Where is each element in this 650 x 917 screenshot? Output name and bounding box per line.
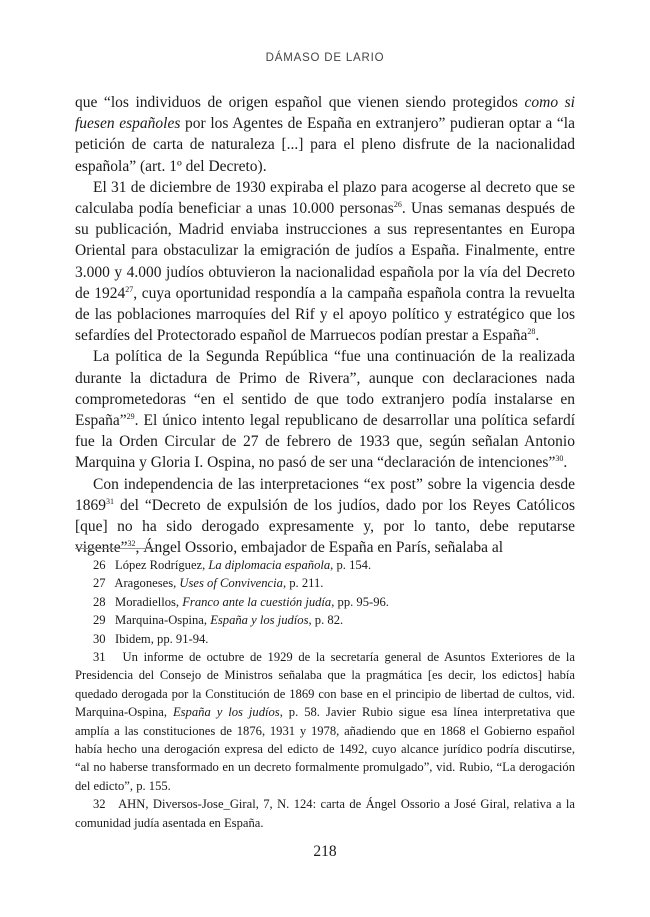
footnote-ref: 29 [126, 411, 135, 421]
footnotes [75, 556, 575, 832]
footnote: 26 López Rodríguez, La diplomacia española, p. 154. [93, 558, 372, 572]
footnote-ref: 26 [393, 199, 402, 209]
footnote-ref: 30 [555, 454, 564, 464]
footnote: 30 Ibidem, pp. 91-94. [93, 631, 209, 646]
footnote-divider [75, 548, 155, 549]
paragraph: La política de la Segunda República “fue una continuación de la realizada durante la dictadura de Primo de Rivera”, aunque con declaraciones nada comprometedoras “en el sentido de que todo extranjero podía instalarse en España”$^{29}$. El único intento legal republicano de desarrollar una política sefardí fue la Orden Circular de 27 de febrero de 1933 que, según señalan Antonio Marquina y Gloria I. Ospina, no pasó de ser una “declaración de intenciones”$^{30}$. [75, 348, 575, 472]
page-number: 218 [313, 843, 337, 860]
paragraph: El 31 de diciembre de 1930 expiraba el plazo para acogerse al decreto que se calculaba podía beneficiar a unas 10.000 personas$^{26}$. Unas semanas después de su publicación, Madrid enviaba instrucciones a sus representantes en Europa Oriental para obstaculizar la emigración de judíos a España. Finalmente, entre 3.000 y 4.000 judíos obtuvieron la nacionalidad española por la vía del Decreto de 1924$^{27}$, cuya oportunidad respondía a la campaña española contra la revuelta de las poblaciones marroquíes del Rif y el apoyo político y estratégico que los sefardíes del Protectorado español de Marruecos podían prestar a España$^{28}$. [75, 178, 575, 345]
running-head: DÁMASO DE LARIO [265, 52, 385, 64]
footnote: 29 Marquina-Ospina, España y los judíos, p. 82. [93, 613, 344, 628]
footnote: 27 Aragoneses, Uses of Convivencia, p. 211. [93, 576, 324, 591]
footnote-ref: 27 [125, 284, 134, 294]
footnote-ref: 32 [127, 539, 136, 549]
footnote: 32 AHN, Diversos-Jose_Giral, 7, N. 124: carta de Ángel Ossorio a José Giral, relativa a la comunidad judía asentada en España. [75, 797, 575, 830]
footnote: 28 Moradiellos, Franco ante la cuestión judía, pp. 95-96. [93, 594, 389, 609]
paragraph: que “los individuos de origen español que vienen siendo protegidos como si fuesen españoles por los Agentes de España en extranjero” pudieran optar a “la petición de carta de naturaleza [...] para el pleno disfrute de la nacionalidad española” (art. 1º del Decreto). [75, 94, 575, 175]
body-text [75, 92, 575, 558]
footnote-ref: 31 [106, 496, 114, 506]
footnote: 31 Un informe de octubre de 1929 de la secretaría general de Asuntos Exteriores de la Presidencia del Consejo de Ministros señalaba que la pragmática [es decir, los edictos] había quedado derogada por la Constitución de 1869 con base en el principio de libertad de cultos, vid. Marquina-Ospina, España y los judíos, p. 58. Javier Rubio sigue esa línea interpretativa que amplía a las constituciones de 1876, 1931 y 1978, añadiendo que en 1868 el Gobierno español había hecho una derogación expresa del edicto de 1492, cuyo alcance jurídico podría discutirse, “al no haberse transformado en un decreto formalmente promulgado”, vid. Rubio, “La derogación del edicto”, p. 155. [75, 650, 575, 793]
footnote-ref: 28 [527, 327, 536, 337]
paragraph: Con independencia de las interpretaciones “ex post” sobre la vigencia desde 1869$^{31}$ del “Decreto de expulsión de los judíos, dado por los Reyes Católicos [que] no ha sido derogado expresamente y, por lo tanto, debe reputarse vigente”$^{32}$, Ángel Ossorio, embajador de España en París, señalaba al [75, 475, 575, 557]
